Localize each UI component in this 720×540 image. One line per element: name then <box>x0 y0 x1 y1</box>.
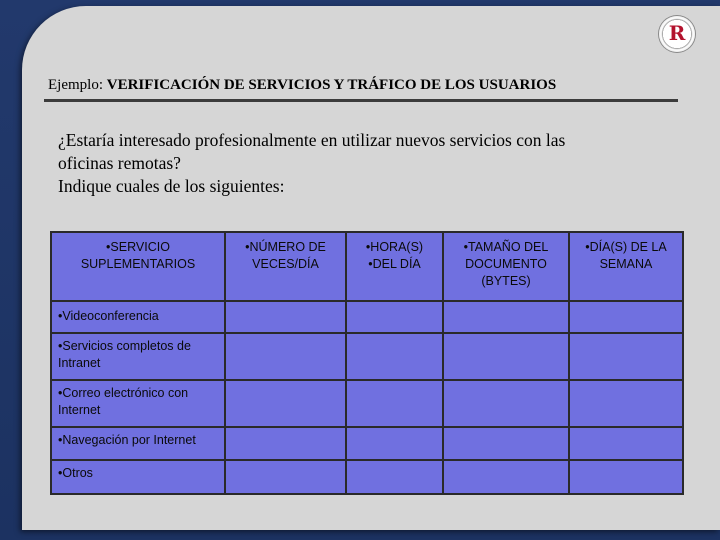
table-cell[interactable] <box>443 427 569 459</box>
table-cell[interactable] <box>225 427 346 459</box>
row-label: •Videoconferencia <box>51 301 225 333</box>
table-cell[interactable] <box>346 380 443 427</box>
header-line: •DÍA(S) DE LA <box>585 240 667 254</box>
question-line-1: ¿Estaría interesado profesionalmente en utilizar nuevos servicios con las <box>58 130 566 150</box>
table-cell[interactable] <box>346 333 443 380</box>
table-row <box>51 427 683 459</box>
question-line-2: oficinas remotas? <box>58 153 181 173</box>
header-line: •SERVICIO <box>106 240 170 254</box>
logo-letter: R <box>668 21 686 45</box>
table-cell[interactable] <box>443 333 569 380</box>
table-cell[interactable] <box>225 301 346 333</box>
header-line: •NÚMERO DE <box>245 240 326 254</box>
row-label: •Otros <box>51 460 225 494</box>
header-line: (BYTES) <box>481 274 531 288</box>
table-cell[interactable] <box>443 301 569 333</box>
university-seal-icon <box>659 16 695 52</box>
row-label: •Servicios completos de Intranet <box>51 333 225 380</box>
title-prefix: Ejemplo: <box>48 77 107 93</box>
header-weekdays <box>569 232 683 301</box>
row-label: •Correo electrónico con Internet <box>51 380 225 427</box>
services-table <box>50 231 684 495</box>
table-cell[interactable] <box>569 427 683 459</box>
header-line: •TAMAÑO DEL <box>463 240 549 254</box>
table-cell[interactable] <box>443 380 569 427</box>
table-row <box>51 301 683 333</box>
survey-question <box>58 129 678 198</box>
table-cell[interactable] <box>569 333 683 380</box>
question-line-3: Indique cuales de los siguientes: <box>58 176 285 196</box>
header-line: •DEL DÍA <box>368 257 421 271</box>
table-cell[interactable] <box>346 301 443 333</box>
title-main: VERIFICACIÓN DE SERVICIOS Y TRÁFICO DE LOS USUARIOS <box>106 77 557 93</box>
row-label: •Navegación por Internet <box>51 427 225 459</box>
page-title <box>48 77 668 94</box>
header-service <box>51 232 225 301</box>
table-cell[interactable] <box>569 301 683 333</box>
title-divider <box>44 99 678 102</box>
table-cell[interactable] <box>225 333 346 380</box>
table-cell[interactable] <box>346 460 443 494</box>
table-header-row <box>51 232 683 301</box>
header-document-size <box>443 232 569 301</box>
table-cell[interactable] <box>346 427 443 459</box>
table-row <box>51 460 683 494</box>
header-line: DOCUMENTO <box>465 257 547 271</box>
table-cell[interactable] <box>225 460 346 494</box>
header-times-per-day <box>225 232 346 301</box>
header-line: SUPLEMENTARIOS <box>80 257 196 271</box>
table-cell[interactable] <box>569 380 683 427</box>
table-row <box>51 333 683 380</box>
table-cell[interactable] <box>569 460 683 494</box>
header-line: SEMANA <box>599 257 653 271</box>
header-line: VECES/DÍA <box>252 257 319 271</box>
header-hours <box>346 232 443 301</box>
table-cell[interactable] <box>443 460 569 494</box>
header-line: •HORA(S) <box>365 240 424 254</box>
table-cell[interactable] <box>225 380 346 427</box>
table-row <box>51 380 683 427</box>
